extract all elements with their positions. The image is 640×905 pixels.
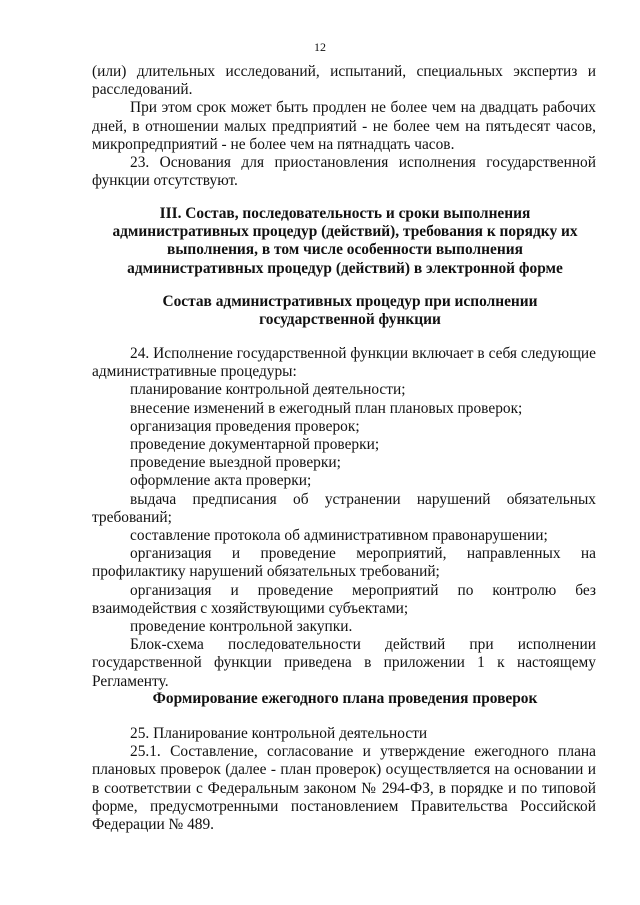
list-item: организация и проведение мероприятий, направленных на профилактику нарушений обязательных требований;	[92, 545, 596, 581]
paragraph-flowchart: Блок-схема последовательности действий при исполнении государственной функции приведена в приложении 1 к настоящему Регламенту.	[92, 636, 596, 690]
list-item: составление протокола об административном правонарушении;	[130, 527, 548, 545]
paragraph-24: 24. Исполнение государственной функции включает в себя следующие административные процедуры:	[92, 345, 596, 381]
list-item: проведение контрольной закупки.	[130, 618, 353, 636]
text-block-24	[92, 345, 596, 691]
subheading-block-2	[110, 690, 580, 708]
list-item: оформление акта проверки;	[130, 472, 312, 490]
list-item: внесение изменений в ежегодный план плановых проверок;	[130, 399, 523, 417]
text-block-25	[92, 725, 596, 834]
section-heading: III. Состав, последовательность и сроки выполнения административных процедур (действий), требования к порядку их выполнения, в том числе особенности выполнения административных процедур (действий) в электронной форме	[112, 205, 578, 277]
list-item: проведение выездной проверки;	[130, 454, 341, 472]
paragraph-continuation: (или) длительных исследований, испытаний, специальных экспертиз и расследований.	[92, 63, 596, 99]
paragraph-23: 23. Основания для приостановления исполнения государственной функции отсутствуют.	[92, 154, 596, 190]
list-item: организация и проведение мероприятий по контролю без взаимодействия с хозяйствующими субъектами;	[92, 581, 596, 617]
paragraph-25-1: 25.1. Составление, согласование и утверждение ежегодного плана плановых проверок (далее - план проверок) осуществляется на основании и в соответствии с Федеральным законом № 294-ФЗ, в порядке и по типовой форме, предусмотренными постановлением Правительства Российской Федерации № 489.	[92, 743, 596, 834]
subheading-annual-plan: Формирование ежегодного плана проведения проверок	[152, 690, 538, 707]
list-item: проведение документарной проверки;	[130, 436, 380, 454]
paragraph-25: 25. Планирование контрольной деятельности	[130, 725, 428, 742]
subheading-composition: Состав административных процедур при исполнении государственной функции	[162, 293, 538, 329]
page-number: 12	[314, 40, 326, 54]
list-item: организация проведения проверок;	[130, 417, 360, 435]
list-item: планирование контрольной деятельности;	[130, 381, 406, 399]
text-block-top	[92, 63, 596, 190]
paragraph-term-extension: При этом срок может быть продлен не более чем на двадцать рабочих дней, в отношении малых предприятий - не более чем на пятьдесят часов, микропредприятий - не более чем на пятнадцать часов.	[92, 99, 596, 153]
subheading-block-1	[150, 293, 550, 329]
list-item: выдача предписания об устранении нарушений обязательных требований;	[92, 490, 596, 526]
section-heading-block	[98, 205, 592, 278]
